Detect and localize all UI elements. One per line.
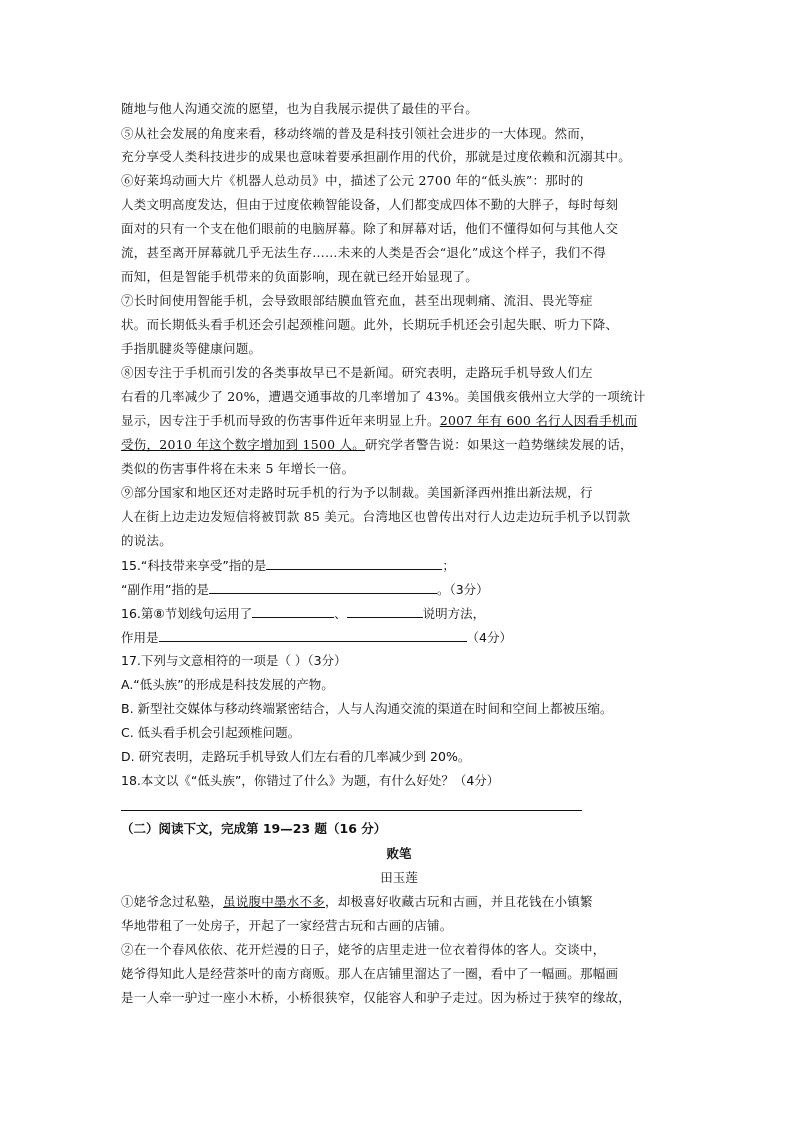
paragraph-9-line: 人在街上边走边发短信将被罚款 85 美元。台湾地区也曾传出对行人边走边玩手机予以罚款 (121, 509, 631, 524)
paragraph-6-line: 人类文明高度发达，但由于过度依赖智能设备，人们都变成四体不勤的大胖子，每时每刻 (121, 197, 619, 212)
paragraph-9-line: 的说法。 (121, 533, 173, 548)
paragraph-8-line: 右看的几率减少了 20%，遭遇交通事故的几率增加了 43%。美国俄亥俄州立大学的一项统计 (121, 389, 646, 404)
question-15-line (121, 557, 677, 574)
underlined-phrase: 虽说腹中墨水不多 (223, 894, 326, 909)
answer-blank[interactable] (266, 557, 442, 570)
paragraph-6-line: 而知，但是智能手机带来的负面影响，现在就已经开始显现了。 (121, 269, 479, 284)
story-text: ①姥爷念过私塾， (121, 894, 224, 909)
option-c: C. 低头看手机会引起颈椎问题。 (121, 725, 301, 740)
paragraph-8-line: 类似的伤害事件将在未来 5 年增长一倍。 (121, 461, 355, 476)
question-18: 18.本文以《“低头族”，你错过了什么》为题，有什么好处？（4分） (121, 773, 500, 788)
paragraph-8-line: ⑧因专注于手机而引发的各类事故早已不是新闻。研究表明，走路玩手机导致人们左 (121, 365, 593, 380)
option-a: A.“低头族”的形成是科技发展的产物。 (121, 677, 334, 692)
answer-blank[interactable] (209, 581, 437, 594)
paragraph-6-line: 流，甚至离开屏幕就几乎无法生存……未来的人类是否会“退化”成这个样子，我们不得 (121, 245, 607, 260)
story-author: 田玉莲 (380, 870, 418, 885)
story-title: 败笔 (386, 846, 412, 861)
underlined-sentence: 2007 年有 600 名行人因看手机而 (439, 413, 638, 428)
paragraph-8-line (121, 413, 677, 429)
paragraph-5-line: ⑤从社会发展的角度来看，移动终端的普及是科技引领社会进步的一大体现。然而， (121, 126, 593, 141)
question-17: 17.下列与文意相符的一项是（ ）（3分） (121, 653, 347, 668)
score-note: （4分） (466, 630, 512, 645)
answer-blank[interactable] (252, 605, 334, 618)
paragraph-8-text: 显示，因专注于手机而导致的伤害事件近年来明显上升。 (121, 413, 440, 428)
passage-line: 随地与他人沟通交流的愿望，也为自我展示提供了最佳的平台。 (121, 101, 479, 116)
story-paragraph-1-line: 华地带租了一处房子，开起了一家经营古玩和古画的店铺。 (121, 918, 453, 933)
question-16-label: 作用是 (121, 630, 159, 645)
punctuation: ； (442, 558, 455, 573)
underlined-sentence: 受伤，2010 年这个数字增加到 1500 人。 (121, 437, 366, 452)
paragraph-7-line: 手指肌腱炎等健康问题。 (121, 341, 262, 356)
story-text: ，却极喜好收藏古玩和古画，并且花钱在小镇繁 (325, 894, 593, 909)
paragraph-8-text: 研究学者警告说：如果这一趋势继续发展的话， (365, 437, 633, 452)
option-b: B. 新型社交媒体与移动终端紧密结合，人与人沟通交流的渠道在时间和空间上都被压缩。 (121, 701, 613, 716)
paragraph-9-line: ⑨部分国家和地区还对走路时玩手机的行为予以制裁。美国新泽西州推出新法规，行 (121, 485, 593, 500)
section-heading: （二）阅读下文，完成第 19—23 题（16 分） (121, 821, 387, 836)
question-16-label: 16.第⑧节划线句运用了 (121, 606, 253, 621)
option-d: D. 研究表明，走路玩手机导致人们左右看的几率减少到 20%。 (121, 749, 471, 764)
punctuation: 、 (334, 606, 347, 621)
answer-blank[interactable] (347, 605, 423, 618)
paragraph-6-line: ⑥好莱坞动画大片《机器人总动员》中，描述了公元 2700 年的“低头族”：那时的 (121, 173, 584, 188)
story-paragraph-1-line (121, 894, 677, 910)
question-15-label: “副作用”指的是 (121, 582, 209, 597)
question-15-label: 15.“科技带来享受”指的是 (121, 558, 267, 573)
paragraph-7-line: 状。而长期低头看手机还会引起颈椎问题。此外，长期玩手机还会引起失眠、听力下降、 (121, 317, 619, 332)
answer-line[interactable] (121, 810, 582, 811)
paragraph-6-line: 面对的只有一个支在他们眼前的电脑屏幕。除了和屏幕对话，他们不懂得如何与其他人交 (121, 221, 619, 236)
score-note: 。（3分） (436, 582, 489, 597)
answer-blank[interactable] (159, 629, 467, 642)
paragraph-5-line: 充分享受人类科技进步的成果也意味着要承担副作用的代价，那就是过度依赖和沉溺其中。 (121, 149, 632, 164)
story-paragraph-2-line: 姥爷得知此人是经营茶叶的南方商贩。那人在店铺里溜达了一圈，看中了一幅画。那幅画 (121, 966, 619, 981)
question-16-line (121, 629, 677, 646)
story-paragraph-2-line: ②在一个春风依依、花开烂漫的日子，姥爷的店里走进一位衣着得体的客人。交谈中， (121, 942, 606, 957)
paragraph-8-line (121, 437, 677, 453)
question-16-text: 说明方法， (422, 606, 486, 621)
question-16-line (121, 605, 677, 622)
paragraph-7-line: ⑦长时间使用智能手机，会导致眼部结膜血管充血，甚至出现刺痛、流泪、畏光等症 (121, 293, 593, 308)
story-paragraph-2-line: 是一人牵一驴过一座小木桥，小桥很狭窄，仅能容人和驴子走过。因为桥过于狭窄的缘故， (121, 990, 632, 1005)
question-15-line (121, 581, 677, 598)
